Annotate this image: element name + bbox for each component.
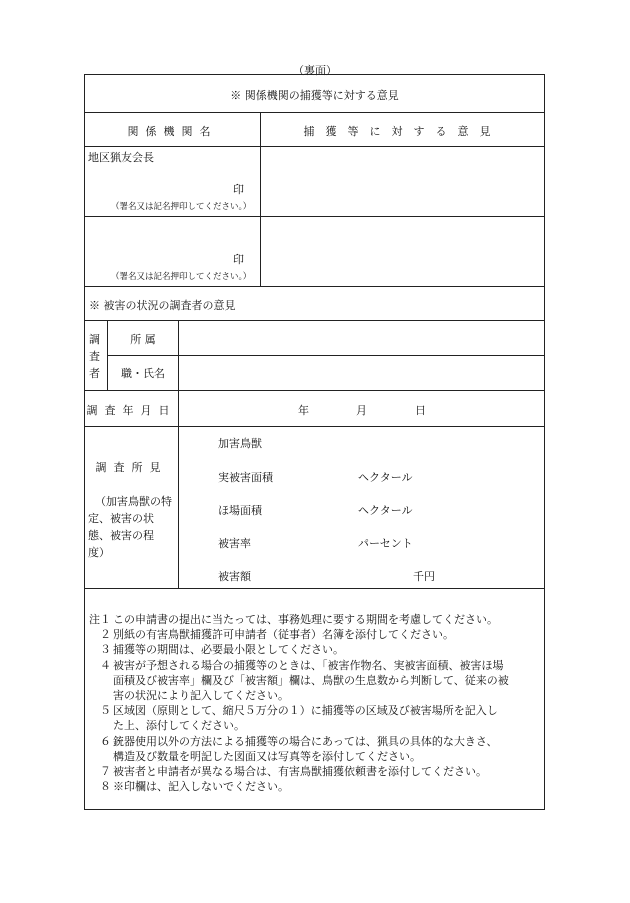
date-day: 日 <box>415 404 426 417</box>
note-line: 区域図（原則として、縮尺５万分の１）に捕獲等の区域及び被害場所を記入し <box>113 704 498 718</box>
notes-section <box>89 612 544 794</box>
section1-header-row <box>85 113 544 147</box>
note-number: ５ <box>100 704 111 718</box>
note-item <box>89 627 544 642</box>
section2-title: ※ 被害の状況の調査者の意見 <box>89 299 236 312</box>
affiliation-field[interactable] <box>179 321 544 354</box>
item-damage-amount-label: 被害額 <box>218 570 251 583</box>
section1-title: ※ 関係機関の捕獲等に対する意見 <box>230 89 399 102</box>
note-line: この申請書の提出に当たっては、事務処理に要する期間を考慮してください。 <box>113 613 498 626</box>
note-number: 注１ <box>89 613 111 626</box>
item-damage-area-unit: ヘクタール <box>358 471 413 484</box>
date-year: 年 <box>298 404 309 417</box>
note-item <box>89 703 544 733</box>
note-number: ７ <box>100 765 111 779</box>
note-number: ３ <box>100 643 111 657</box>
note-line: 捕獲等の期間は、必要最小限としてください。 <box>113 643 344 657</box>
note-number: ６ <box>100 734 111 748</box>
findings-label: 調査所見 <box>95 461 168 474</box>
agency-entry-1 <box>85 147 544 217</box>
survey-date-row <box>85 391 544 427</box>
opinion-form <box>84 74 545 810</box>
note-item <box>89 734 544 764</box>
investigator-label-3: 者 <box>89 367 100 380</box>
col-agency-header: 関係機関名 <box>127 125 218 138</box>
item-damage-rate-label: 被害率 <box>218 537 251 550</box>
date-month: 月 <box>356 404 367 417</box>
note-line: た上、添付してください。 <box>113 719 245 733</box>
findings-block <box>85 427 544 589</box>
seal-note-1: （署名又は記名押印してください。） <box>111 202 252 212</box>
findings-sub-1: （加害鳥獣の特 <box>95 495 172 508</box>
note-line: 面積及び被害率」欄及び「被害額」欄は、鳥獣の生息数から判断して、従来の被 <box>113 673 509 687</box>
agency-entry-2-opinion[interactable] <box>261 217 544 286</box>
item-damage-rate-unit: パーセント <box>358 537 413 550</box>
note-item <box>89 764 544 779</box>
note-line: 別紙の有害鳥獣捕獲許可申請者（従事者）名簿を添付してください。 <box>113 628 454 642</box>
note-line: ※印欄は、記入しないでください。 <box>113 780 289 794</box>
note-item <box>89 612 544 627</box>
note-number: ８ <box>100 780 111 794</box>
note-line: 銃器使用以外の方法による捕獲等の場合にあっては、猟具の具体的な大きさ、 <box>113 734 498 748</box>
section1-divider <box>260 113 261 287</box>
note-line: 被害者と申請者が異なる場合は、有害鳥獣捕獲依頼書を添付してください。 <box>113 765 487 779</box>
item-damage-amount-unit: 千円 <box>413 570 435 583</box>
note-item <box>89 658 544 704</box>
investigator-label-2: 査 <box>89 350 100 363</box>
affiliation-label: 所 属 <box>130 333 156 346</box>
position-name-label: 職・氏名 <box>121 367 165 380</box>
item-field-area-unit: ヘクタール <box>358 504 413 517</box>
findings-sub-2: 定、被害の状 <box>88 512 154 525</box>
page-label: （裏面） <box>293 64 337 77</box>
findings-sub-4: 度） <box>88 546 110 559</box>
note-item <box>89 642 544 657</box>
item-damage-area-label: 実被害面積 <box>218 471 273 484</box>
seal-mark-1: 印 <box>233 183 244 196</box>
survey-date-divider <box>178 391 179 426</box>
section2-title-row <box>85 287 544 321</box>
position-name-field[interactable] <box>179 356 544 390</box>
agency-entry-1-opinion[interactable] <box>261 147 544 216</box>
note-line: 害の状況により記入してください。 <box>113 689 289 703</box>
note-number: ２ <box>100 628 111 642</box>
investigator-label-1: 調 <box>89 333 100 346</box>
note-number: ４ <box>100 658 111 672</box>
seal-note-2: （署名又は記名押印してください。） <box>111 272 252 282</box>
section1-title-row <box>85 75 544 113</box>
note-item <box>89 779 544 794</box>
findings-divider <box>178 427 179 588</box>
agency-entry-2 <box>85 217 544 287</box>
findings-sub-3: 態、被害の程 <box>88 529 154 542</box>
item-harmful-animal-label: 加害鳥獣 <box>218 437 262 450</box>
survey-date-label: 調査年月日 <box>86 404 177 417</box>
item-field-area-label: ほ場面積 <box>218 504 262 517</box>
seal-mark-2: 印 <box>233 253 244 266</box>
agency-entry-1-name: 地区猟友会長 <box>88 151 154 164</box>
investigator-block <box>85 321 544 391</box>
note-line: 構造及び数量を明記した図面又は写真等を添付してください。 <box>113 749 421 763</box>
col-opinion-header: 捕獲等に対する意見 <box>303 125 502 138</box>
note-line: 被害が予想される場合の捕獲等のときは、「被害作物名、実被害面積、被害ほ場 <box>113 658 504 672</box>
